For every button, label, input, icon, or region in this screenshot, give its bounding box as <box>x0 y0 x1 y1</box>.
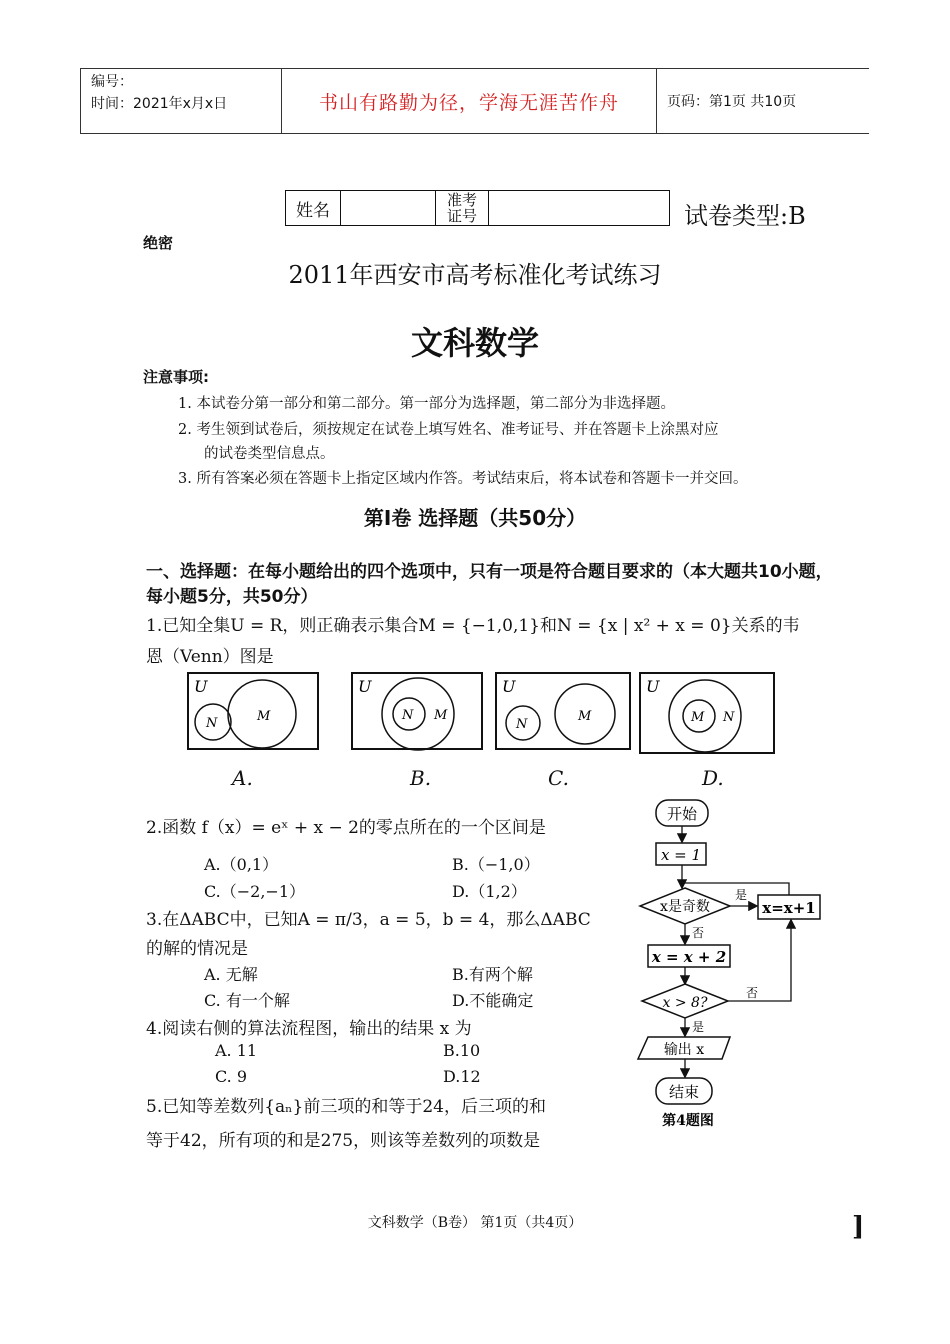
q5-stem: 5.已知等差数列{aₙ}前三项的和等于24，后三项的和 <box>146 1097 546 1117</box>
venn-d-u-label: U <box>646 677 660 696</box>
q4-option-c: C. 9 <box>215 1067 248 1086</box>
flow-yes2-text: 是 <box>692 1020 705 1034</box>
name-label: 姓名 <box>285 190 341 226</box>
venn-b-universe <box>352 673 482 749</box>
venn-d-n-label: N <box>723 710 735 725</box>
venn-c-m-label: M <box>578 709 592 724</box>
q4-option-d: D.12 <box>443 1067 481 1086</box>
venn-option-c[interactable] <box>496 673 630 749</box>
notice-item-1: 1. 本试卷分第一部分和第二部分。第一部分为选择题，第二部分为非选择题。 <box>178 396 675 412</box>
flow-inc1-text: x=x+1 <box>762 899 816 917</box>
venn-label-d: D. <box>702 766 724 790</box>
q1-stem-cont: 恩（Venn）图是 <box>146 647 274 667</box>
q3-option-a: A. 无解 <box>204 965 258 984</box>
section-heading: 一、选择题：在每小题给出的四个选项中，只有一项是符合题目要求的（本大题共10小题，每小题5分，共50分） <box>146 562 833 607</box>
flow-init-text: x = 1 <box>660 846 702 864</box>
q4-stem: 4.阅读右侧的算法流程图，输出的结果 x 为 <box>146 1019 472 1039</box>
flowchart-caption: 第4题图 <box>662 1113 714 1129</box>
student-info-box <box>286 190 670 226</box>
q3-stem-cont: 的解的情况是 <box>146 939 248 959</box>
venn-a-m-label: M <box>257 709 271 724</box>
q1-stem: 1.已知全集U = R，则正确表示集合M = {−1,0,1}和N = {x | x² + x = 0}关系的韦 <box>146 616 800 636</box>
flow-cond2-text: x > 8? <box>662 995 708 1011</box>
q2-stem: 2.函数 f（x）= eˣ + x − 2的零点所在的一个区间是 <box>146 818 546 838</box>
id-label-line1: 准考 <box>446 191 477 209</box>
venn-label-b: B. <box>410 766 432 790</box>
flowchart <box>628 795 838 1135</box>
q4-option-a: A. 11 <box>215 1041 258 1060</box>
flow-no2-text: 否 <box>746 986 759 1000</box>
flow-no1-text: 否 <box>692 926 705 940</box>
notice-item-2-cont: 的试卷类型信息点。 <box>204 446 335 462</box>
secret-mark: 绝密 <box>143 234 174 252</box>
name-field[interactable] <box>340 190 436 226</box>
header-motto: 书山有路勤为径，学海无涯苦作舟 <box>282 69 657 133</box>
venn-option-a[interactable] <box>188 673 318 749</box>
q2-option-d: D.（1,2） <box>452 882 527 901</box>
venn-option-b[interactable] <box>352 673 482 750</box>
header-page-info: 页码：第1页 共10页 <box>667 94 797 110</box>
part-title: 第Ⅰ卷 选择题（共50分） <box>363 506 587 530</box>
id-label-line2: 证号 <box>446 207 477 225</box>
venn-option-d[interactable] <box>640 673 774 753</box>
venn-a-n-label: N <box>206 716 218 731</box>
venn-b-u-label: U <box>358 677 372 696</box>
flow-start-text: 开始 <box>666 805 698 823</box>
exam-title: 2011年西安市高考标准化考试练习 <box>288 261 662 289</box>
q2-option-b: B.（−1,0） <box>452 855 540 874</box>
venn-c-u-label: U <box>502 677 516 696</box>
q3-stem: 3.在ΔABC中，已知A = π/3，a = 5，b = 4，那么ΔABC <box>146 910 591 930</box>
footer-mark: ] <box>852 1212 865 1242</box>
header-meta <box>81 69 282 133</box>
venn-label-a: A. <box>232 766 253 790</box>
venn-c-universe <box>496 673 630 749</box>
q2-option-c: C.（−2,−1） <box>204 882 306 901</box>
notice-item-3: 3. 所有答案必须在答题卡上指定区域内作答。考试结束后，将本试卷和答题卡一并交回。 <box>178 471 748 487</box>
flow-arrow-no2 <box>728 921 791 1001</box>
notice-item-2: 2. 考生领到试卷后，须按规定在试卷上填写姓名、准考证号、并在答题卡上涂黑对应 <box>178 422 719 438</box>
notice-title: 注意事项: <box>143 368 209 386</box>
time-label: 时间：2021年x月x日 <box>91 96 228 112</box>
venn-c-n-label: N <box>516 717 528 732</box>
subject-title: 文科数学 <box>410 324 539 362</box>
number-label: 编号： <box>91 74 133 90</box>
flow-output-text: 输出 x <box>663 1042 705 1058</box>
q4-option-b: B.10 <box>443 1041 481 1060</box>
q2-option-a: A.（0,1） <box>204 855 279 874</box>
q3-option-d: D.不能确定 <box>452 991 534 1010</box>
q5-stem-cont: 等于42，所有项的和是275，则该等差数列的项数是 <box>146 1131 541 1151</box>
venn-label-c: C. <box>548 766 569 790</box>
document-header <box>80 68 869 134</box>
flow-yes1-text: 是 <box>735 888 748 902</box>
venn-a-u-label: U <box>194 677 208 696</box>
paper-type: 试卷类型:B <box>684 202 806 230</box>
flow-cond1-text: x是奇数 <box>660 899 710 915</box>
venn-d-universe <box>640 673 774 753</box>
page-footer: 文科数学（B卷） 第1页（共4页） <box>367 1215 583 1231</box>
venn-d-m-label: M <box>691 710 705 725</box>
id-field[interactable] <box>488 190 670 226</box>
flow-inc2-text: x = x + 2 <box>651 948 727 966</box>
venn-diagrams <box>180 668 790 760</box>
flow-end-text: 结束 <box>668 1083 700 1101</box>
q3-option-b: B.有两个解 <box>452 965 533 984</box>
q3-option-c: C. 有一个解 <box>204 991 290 1010</box>
id-label <box>435 190 489 226</box>
venn-b-n-label: N <box>402 708 414 723</box>
venn-a-universe <box>188 673 318 749</box>
venn-b-m-label: M <box>434 708 448 723</box>
